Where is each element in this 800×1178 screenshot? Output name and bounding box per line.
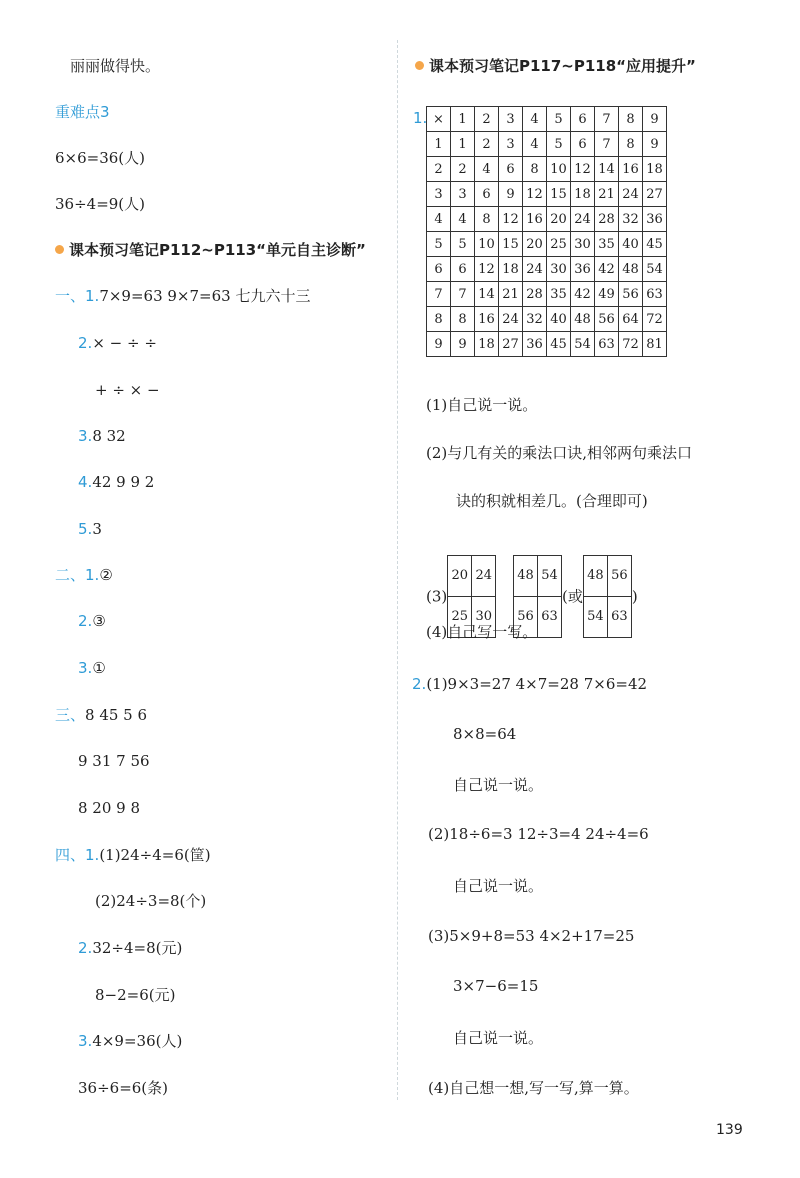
answer-line bbox=[78, 472, 154, 492]
table-cell: 35 bbox=[547, 282, 571, 307]
answer-text: 自己说一说。 bbox=[453, 776, 544, 794]
answer-label: (3) bbox=[426, 587, 448, 606]
text-line: 6×6=36(人) bbox=[55, 149, 146, 167]
table-cell: 56 bbox=[607, 556, 631, 597]
table-cell: 4 bbox=[451, 207, 475, 232]
table-cell: 25 bbox=[547, 232, 571, 257]
table-row bbox=[448, 556, 496, 597]
table-cell: 6 bbox=[475, 182, 499, 207]
table-cell: 24 bbox=[619, 182, 643, 207]
answer-line bbox=[55, 845, 211, 865]
table-cell: 32 bbox=[619, 207, 643, 232]
table-cell: 2 bbox=[475, 107, 499, 132]
question-number: 2. bbox=[78, 939, 93, 957]
table-cell: 2 bbox=[451, 157, 475, 182]
table-cell: 42 bbox=[571, 282, 595, 307]
answer-text: 8−2=6(元) bbox=[95, 986, 176, 1004]
table-cell: 4 bbox=[523, 107, 547, 132]
section-marker: 一、1. bbox=[55, 287, 100, 305]
table-cell: 18 bbox=[499, 257, 523, 282]
table-cell: 1 bbox=[451, 107, 475, 132]
question-number: 3. bbox=[78, 659, 93, 677]
table-cell: 4 bbox=[427, 207, 451, 232]
table-cell: 63 bbox=[607, 597, 631, 638]
table-cell: 28 bbox=[523, 282, 547, 307]
table-cell: 8 bbox=[619, 132, 643, 157]
table-cell: 7 bbox=[451, 282, 475, 307]
answer-line bbox=[78, 333, 157, 353]
table-cell: 9 bbox=[427, 332, 451, 357]
table-row bbox=[427, 182, 667, 207]
table-row bbox=[514, 556, 562, 597]
answer-text: 8 45 5 6 bbox=[85, 706, 148, 724]
table-cell: 49 bbox=[595, 282, 619, 307]
answer-text: (4)自己写一写。 bbox=[426, 623, 538, 641]
table-cell: 12 bbox=[499, 207, 523, 232]
table-cell: 5 bbox=[547, 107, 571, 132]
table-cell: 6 bbox=[571, 107, 595, 132]
multiplication-table bbox=[426, 106, 667, 357]
table-cell: 30 bbox=[472, 597, 496, 638]
answer-text: 自己说一说。 bbox=[453, 877, 544, 895]
table-row bbox=[427, 107, 667, 132]
table-cell: 56 bbox=[595, 307, 619, 332]
or-text: (或 bbox=[562, 587, 583, 606]
table-cell: 12 bbox=[475, 257, 499, 282]
table-cell: 16 bbox=[619, 157, 643, 182]
table-cell: 3 bbox=[499, 132, 523, 157]
table-cell: 24 bbox=[523, 257, 547, 282]
column-divider bbox=[397, 40, 398, 1100]
question-number: 1. bbox=[413, 109, 428, 127]
answer-line bbox=[78, 1031, 182, 1051]
table-cell: 20 bbox=[547, 207, 571, 232]
table-cell: 6 bbox=[451, 257, 475, 282]
table-cell: 18 bbox=[643, 157, 667, 182]
table-cell: 72 bbox=[619, 332, 643, 357]
section-marker: 二、1. bbox=[55, 566, 100, 584]
table-cell: 6 bbox=[427, 257, 451, 282]
question-number: 5. bbox=[78, 520, 93, 538]
table-cell: 2 bbox=[427, 157, 451, 182]
table-row bbox=[583, 597, 631, 638]
table-cell: 36 bbox=[571, 257, 595, 282]
table-cell: 8 bbox=[619, 107, 643, 132]
table-cell: 14 bbox=[475, 282, 499, 307]
table-cell: 3 bbox=[499, 107, 523, 132]
section-heading-text: 课本预习笔记P112~P113“单元自主诊断” bbox=[69, 241, 366, 259]
table-cell: 7 bbox=[595, 132, 619, 157]
table-cell: 54 bbox=[571, 332, 595, 357]
table-row bbox=[427, 257, 667, 282]
answer-text: 8 20 9 8 bbox=[78, 799, 141, 817]
table-cell: 24 bbox=[571, 207, 595, 232]
answer-text: ② bbox=[99, 566, 113, 584]
table-cell: 5 bbox=[547, 132, 571, 157]
table-cell: 24 bbox=[499, 307, 523, 332]
bullet-dot-icon bbox=[55, 245, 64, 254]
table-cell: 15 bbox=[499, 232, 523, 257]
table-cell: 9 bbox=[643, 132, 667, 157]
answer-text: 36÷6=6(条) bbox=[78, 1079, 169, 1097]
table-cell: 21 bbox=[595, 182, 619, 207]
table-cell: 81 bbox=[643, 332, 667, 357]
table-cell: × bbox=[427, 107, 451, 132]
table-row bbox=[427, 207, 667, 232]
answer-text: 3 bbox=[92, 520, 102, 538]
answer-line bbox=[55, 565, 113, 585]
table-cell: 63 bbox=[538, 597, 562, 638]
table-cell: 45 bbox=[643, 232, 667, 257]
table-cell: 48 bbox=[583, 556, 607, 597]
grid-answer-row bbox=[426, 555, 638, 624]
question-number: 2. bbox=[412, 675, 427, 693]
table-cell: 40 bbox=[547, 307, 571, 332]
table-cell: 15 bbox=[547, 182, 571, 207]
table-row bbox=[583, 556, 631, 597]
table-cell: 4 bbox=[523, 132, 547, 157]
table-cell: 24 bbox=[472, 556, 496, 597]
table-cell: 56 bbox=[514, 597, 538, 638]
table-cell: 25 bbox=[448, 597, 472, 638]
table-cell: 63 bbox=[643, 282, 667, 307]
table-cell: 6 bbox=[499, 157, 523, 182]
section-heading-2 bbox=[415, 56, 696, 76]
question-number: 3. bbox=[78, 1032, 93, 1050]
table-row bbox=[427, 282, 667, 307]
table-cell: 3 bbox=[451, 182, 475, 207]
table-cell: 64 bbox=[619, 307, 643, 332]
table-cell: 1 bbox=[427, 132, 451, 157]
answer-text: 8 32 bbox=[92, 427, 126, 445]
bullet-dot-icon bbox=[415, 61, 424, 70]
answer-text: (3)5×9+8=53 4×2+17=25 bbox=[428, 927, 635, 945]
key-point-heading: 重难点3 bbox=[55, 103, 110, 121]
table-cell: 27 bbox=[643, 182, 667, 207]
table-row bbox=[427, 132, 667, 157]
table-cell: 8 bbox=[427, 307, 451, 332]
table-cell: 48 bbox=[619, 257, 643, 282]
table-cell: 45 bbox=[547, 332, 571, 357]
answer-text: (2)18÷6=3 12÷3=4 24÷4=6 bbox=[428, 825, 649, 843]
section-marker: 三、 bbox=[55, 706, 86, 724]
answer-line bbox=[78, 938, 182, 958]
table-cell: 63 bbox=[595, 332, 619, 357]
table-cell: 54 bbox=[583, 597, 607, 638]
table-cell: 10 bbox=[547, 157, 571, 182]
table-cell: 72 bbox=[643, 307, 667, 332]
answer-line bbox=[78, 519, 102, 539]
table-cell: 7 bbox=[595, 107, 619, 132]
section-heading-1 bbox=[55, 240, 366, 260]
answer-line bbox=[55, 286, 310, 306]
table-cell: 9 bbox=[643, 107, 667, 132]
section-heading-text: 课本预习笔记P117~P118“应用提升” bbox=[429, 57, 696, 75]
table-cell: 12 bbox=[523, 182, 547, 207]
table-cell: 8 bbox=[451, 307, 475, 332]
answer-text: (4)自己想一想,写一写,算一算。 bbox=[428, 1079, 639, 1097]
answer-text: 9 31 7 56 bbox=[78, 752, 150, 770]
answer-line bbox=[55, 705, 147, 725]
question-number: 2. bbox=[78, 334, 93, 352]
table-cell: 2 bbox=[475, 132, 499, 157]
answer-text: (2)与几有关的乘法口诀,相邻两句乘法口 bbox=[426, 444, 693, 462]
table-cell: 5 bbox=[451, 232, 475, 257]
table-cell: 20 bbox=[523, 232, 547, 257]
table-cell: 27 bbox=[499, 332, 523, 357]
answer-text: 7×9=63 9×7=63 七九六十三 bbox=[99, 287, 311, 305]
table-cell: 36 bbox=[643, 207, 667, 232]
table-cell: 12 bbox=[571, 157, 595, 182]
table-cell: 48 bbox=[571, 307, 595, 332]
table-cell: 1 bbox=[451, 132, 475, 157]
text-line: 丽丽做得快。 bbox=[70, 57, 161, 75]
answer-text: (1)24÷4=6(筐) bbox=[99, 846, 211, 864]
answer-text: ③ bbox=[92, 612, 106, 630]
table-row bbox=[427, 232, 667, 257]
table-cell: 6 bbox=[571, 132, 595, 157]
table-cell: 18 bbox=[571, 182, 595, 207]
answer-text: (1)自己说一说。 bbox=[426, 396, 538, 414]
table-cell: 40 bbox=[619, 232, 643, 257]
answer-line bbox=[78, 611, 106, 631]
answer-text: (2)24÷3=8(个) bbox=[95, 892, 207, 910]
answer-text: 3×7−6=15 bbox=[453, 977, 539, 995]
question-number: 2. bbox=[78, 612, 93, 630]
answer-line bbox=[412, 674, 647, 694]
table-cell: 35 bbox=[595, 232, 619, 257]
table-cell: 4 bbox=[475, 157, 499, 182]
answer-text: + ÷ × − bbox=[95, 381, 160, 399]
answer-text: 诀的积就相差几。(合理即可) bbox=[456, 492, 648, 510]
answer-text: 42 9 9 2 bbox=[92, 473, 155, 491]
table-cell: 16 bbox=[475, 307, 499, 332]
table-row bbox=[427, 307, 667, 332]
answer-text: × − ÷ ÷ bbox=[92, 334, 157, 352]
mini-grid bbox=[583, 555, 632, 638]
table-cell: 54 bbox=[538, 556, 562, 597]
answer-line bbox=[78, 658, 106, 678]
table-cell: 18 bbox=[475, 332, 499, 357]
answer-text: 8×8=64 bbox=[453, 725, 517, 743]
answer-text: 自己说一说。 bbox=[453, 1029, 544, 1047]
table-cell: 56 bbox=[619, 282, 643, 307]
table-row bbox=[427, 157, 667, 182]
answer-text: 4×9=36(人) bbox=[92, 1032, 183, 1050]
table-cell: 28 bbox=[595, 207, 619, 232]
table-cell: 30 bbox=[547, 257, 571, 282]
text-line: 36÷4=9(人) bbox=[55, 195, 146, 213]
table-cell: 10 bbox=[475, 232, 499, 257]
table-cell: 32 bbox=[523, 307, 547, 332]
table-cell: 8 bbox=[523, 157, 547, 182]
table-cell: 7 bbox=[427, 282, 451, 307]
answer-text: (1)9×3=27 4×7=28 7×6=42 bbox=[426, 675, 648, 693]
table-cell: 54 bbox=[643, 257, 667, 282]
table-cell: 20 bbox=[448, 556, 472, 597]
answer-text: 32÷4=8(元) bbox=[92, 939, 183, 957]
table-cell: 21 bbox=[499, 282, 523, 307]
table-cell: 9 bbox=[451, 332, 475, 357]
table-cell: 3 bbox=[427, 182, 451, 207]
answer-text: ① bbox=[92, 659, 106, 677]
section-marker: 四、1. bbox=[55, 846, 100, 864]
answer-line bbox=[78, 426, 126, 446]
page-number: 139 bbox=[716, 1122, 743, 1138]
table-cell: 30 bbox=[571, 232, 595, 257]
table-cell: 8 bbox=[475, 207, 499, 232]
table-cell: 36 bbox=[523, 332, 547, 357]
table-cell: 42 bbox=[595, 257, 619, 282]
question-number: 3. bbox=[78, 427, 93, 445]
table-cell: 48 bbox=[514, 556, 538, 597]
question-number: 4. bbox=[78, 473, 93, 491]
table-cell: 16 bbox=[523, 207, 547, 232]
table-cell: 14 bbox=[595, 157, 619, 182]
table-cell: 9 bbox=[499, 182, 523, 207]
close-paren: ) bbox=[631, 587, 638, 606]
table-cell: 5 bbox=[427, 232, 451, 257]
table-row bbox=[427, 332, 667, 357]
